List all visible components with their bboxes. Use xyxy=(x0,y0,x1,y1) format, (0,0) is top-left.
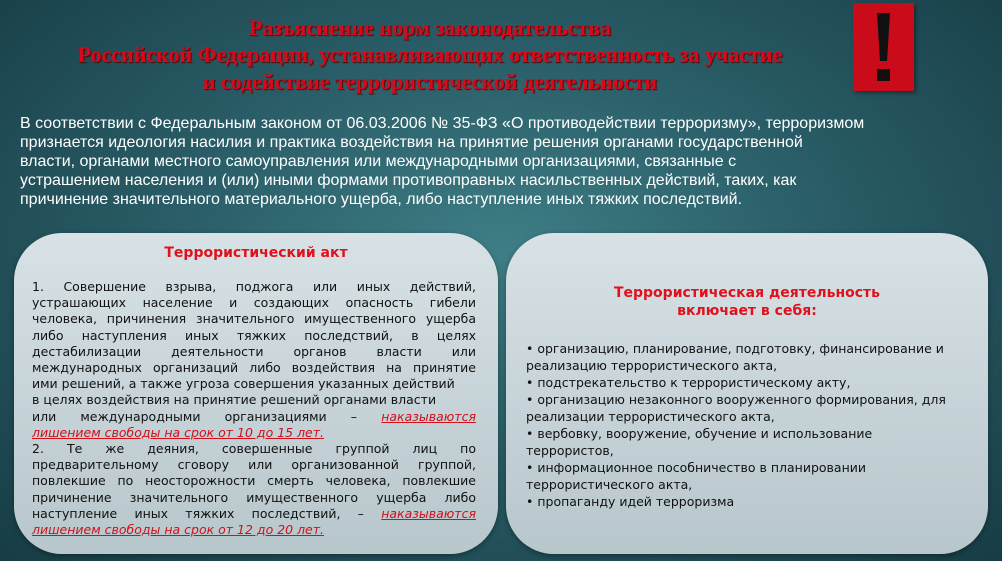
terror-act-text xyxy=(32,279,476,538)
title-line-2: Российской Федерации, устанавливающих ответственность за участие xyxy=(77,42,783,67)
punishment-label: наказываются xyxy=(381,408,476,424)
act-line: причинение значительного имущественного ущерба либо xyxy=(32,489,476,505)
heading-line: включает в себя: xyxy=(677,303,817,319)
act-line-text: или международными организациями – xyxy=(32,408,358,424)
act-line: 2. Те же деяния, совершенные группой лиц по xyxy=(32,441,476,457)
act-line xyxy=(32,425,476,441)
list-item: • вербовку, вооружение, обучение и использование xyxy=(526,426,873,441)
act-line: ими решений, а также угроза совершения указанных действий xyxy=(32,376,455,392)
list-item: реализацию террористического акта, xyxy=(526,358,778,373)
exclamation-icon xyxy=(853,3,914,91)
intro-line: причинение значительного материального ущерба, либо наступление иных тяжких последствий. xyxy=(20,191,743,208)
act-line: либо наступления иных тяжких последствий, в целях xyxy=(32,327,476,343)
list-item: террористического акта, xyxy=(526,477,693,492)
page-title xyxy=(20,14,840,95)
intro-line: признается идеология насилия и практика воздействия на принятие решения органами государственной xyxy=(20,134,803,151)
act-line xyxy=(32,506,476,522)
activity-list xyxy=(526,340,976,510)
intro-line: В соответствии с Федеральным законом от 06.03.2006 № 35-ФЗ «О противодействии терроризму», терроризмом xyxy=(20,115,865,132)
act-line xyxy=(32,409,476,425)
punishment-term: лишением свободы на срок от 10 до 15 лет. xyxy=(32,424,325,440)
title-line-1: Разъяснение норм законодательства xyxy=(248,15,612,40)
act-line: дестабилизации деятельности органов власти или xyxy=(32,343,476,359)
act-line: в целях воздействия на принятие решений органами власти xyxy=(32,392,437,408)
list-item: • пропаганду идей терроризма xyxy=(526,494,735,509)
terror-activity-heading xyxy=(506,284,988,320)
act-line: человека, причинения значительного имущественного ущерба xyxy=(32,311,476,327)
alert-box xyxy=(853,3,914,91)
act-line: устрашающих население и создающих опасность гибели xyxy=(32,295,476,311)
act-line: повлекшие по неосторожности смерть человека, повлекшие xyxy=(32,473,476,489)
act-line: предварительному сговору или организованной группой, xyxy=(32,457,476,473)
list-item: реализации террористического акта, xyxy=(526,409,775,424)
terror-act-heading: Террористический акт xyxy=(164,245,348,261)
list-item: • информационное пособничество в планировании xyxy=(526,460,866,475)
list-item: террористов, xyxy=(526,443,614,458)
intro-paragraph xyxy=(20,114,980,209)
intro-line: устрашением населения и (или) иными формами противоправных насильственных действий, таких, как xyxy=(20,172,797,189)
title-line-3: и содействие террористической деятельности xyxy=(202,69,658,94)
act-line-text: наступление иных тяжких последствий, – xyxy=(32,505,364,521)
act-line: 1. Совершение взрыва, поджога или иных действий, xyxy=(32,279,476,294)
heading-line: Террористическая деятельность xyxy=(613,285,881,301)
intro-line: власти, органами местного самоуправления или международными организациями, связанные с xyxy=(20,153,737,170)
punishment-term: лишением свободы на срок от 12 до 20 лет. xyxy=(32,522,325,538)
list-item: • подстрекательство к террористическому акту, xyxy=(526,375,851,390)
act-line: международных организаций либо воздействия на принятие xyxy=(32,360,476,376)
list-item: • организацию незаконного вооруженного формирования, для xyxy=(526,392,946,407)
punishment-label: наказываются xyxy=(381,505,476,521)
terror-activity-panel xyxy=(506,233,988,554)
act-line xyxy=(32,522,476,538)
terror-act-panel xyxy=(14,233,498,554)
list-item: • организацию, планирование, подготовку, финансирование и xyxy=(526,341,944,356)
